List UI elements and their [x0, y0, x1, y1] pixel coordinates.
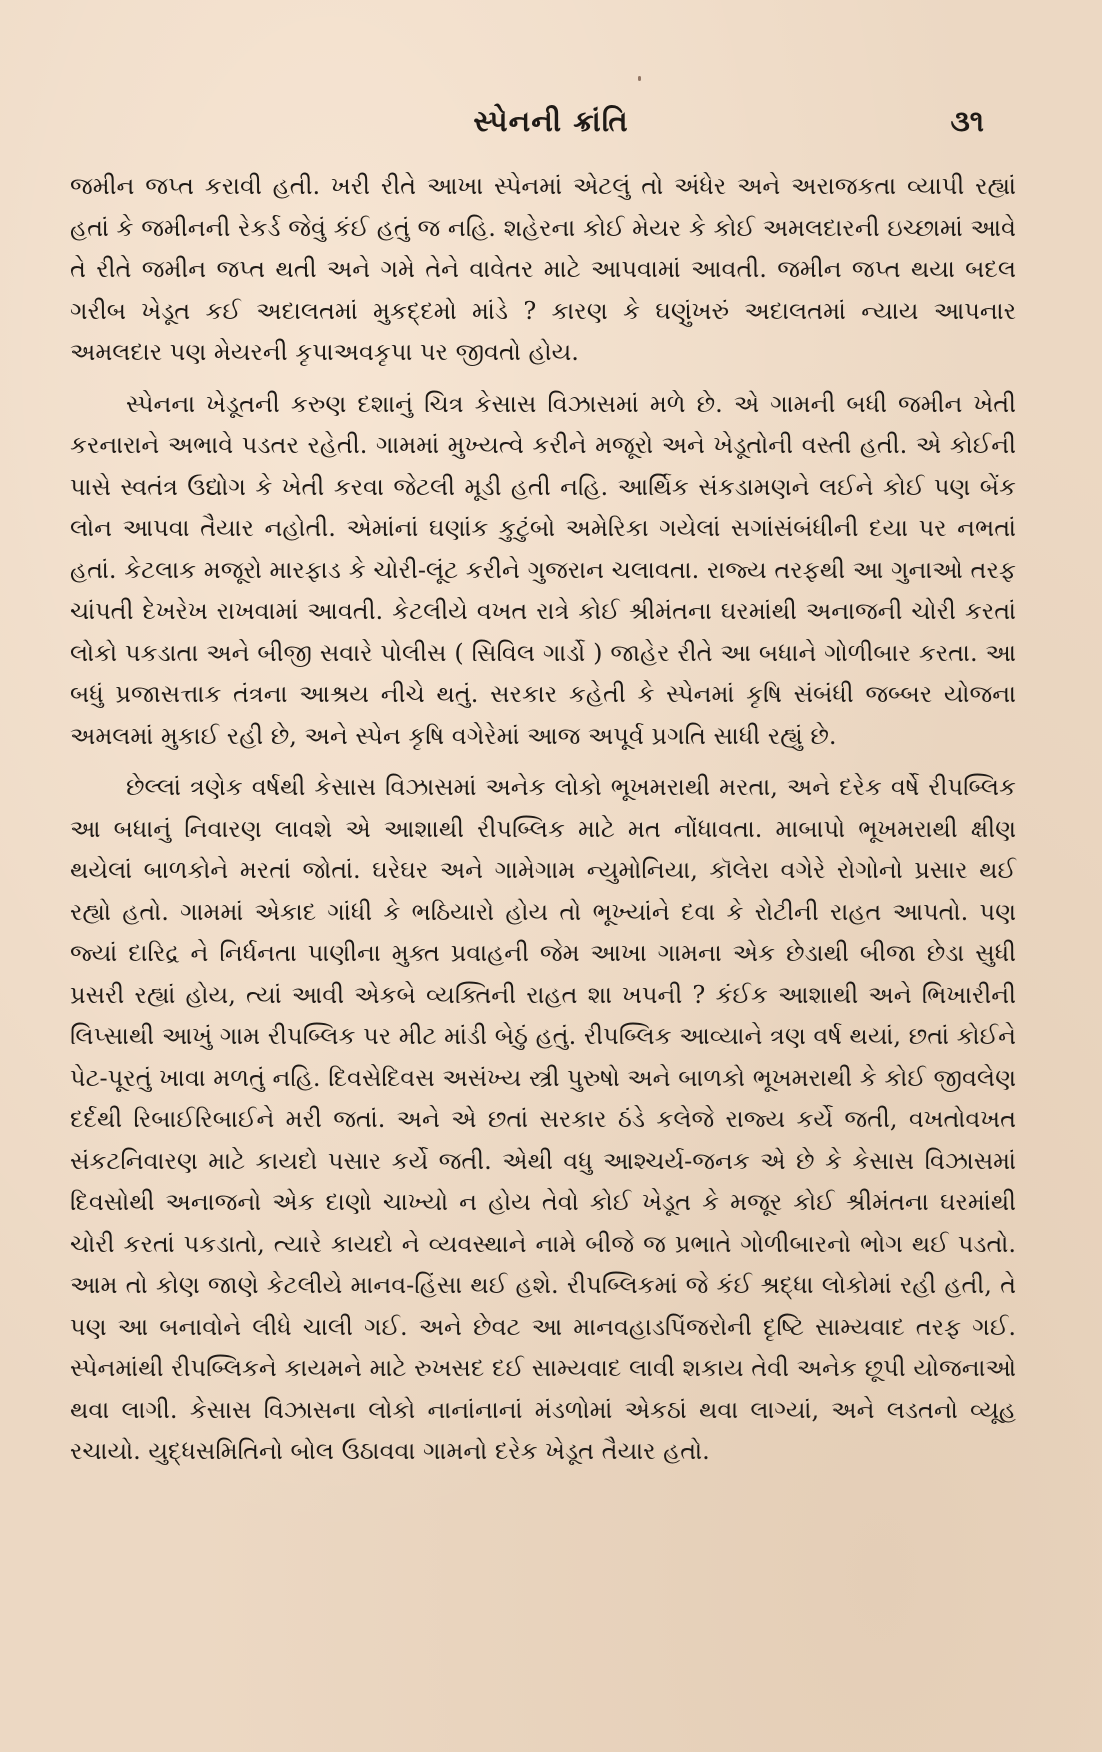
- page-header: [0, 104, 1102, 144]
- body-text: [70, 166, 1016, 1483]
- paragraph-1: જમીન જપ્ત કરાવી હતી. ખરી રીતે આખા સ્પેનમાં એટલું તો અંધેર અને અરાજકતા વ્યાપી રહ્યાં હતાં કે જમીનની રેકર્ડ જેવું કંઈ હતું જ નહિ. શહેરના કોઈ મેયર કે કોઈ અમલદારની ઇચ્છામાં આવે તે રીતે જમીન જપ્ત થતી અને ગમે તેને વાવેતર માટે આપવામાં આવતી. જમીન જપ્ત થયા બદલ ગરીબ ખેડૂત કઈ અદાલતમાં મુકદ્દમો માંડે ? કારણ કે ઘણુંખરું અદાલતમાં ન્યાય આપનાર અમલદાર પણ મેયરની કૃપાઅવકૃપા પર જીવતો હોય.: [70, 172, 1016, 366]
- page-number: ૩૧: [950, 104, 984, 138]
- paper-speck: [638, 76, 641, 81]
- paragraph-2: સ્પેનના ખેડૂતની કરુણ દશાનું ચિત્ર કેસાસ વિઝાસમાં મળે છે. એ ગામની બધી જમીન ખેતી કરનારાને અભાવે પડતર રહેતી. ગામમાં મુખ્યત્વે કરીને મજૂરો અને ખેડૂતોની વસ્તી હતી. એ કોઈની પાસે સ્વતંત્ર ઉદ્યોગ કે ખેતી કરવા જેટલી મૂડી હતી નહિ. આર્થિક સંકડામણને લઈને કોઈ પણ બેંક લોન આપવા તૈયાર નહોતી. એમાંનાં ઘણાંક કુટુંબો અમેરિકા ગયેલાં સગાંસંબંધીની દયા પર નભતાં હતાં. કેટલાક મજૂરો મારફાડ કે ચોરી-લૂંટ કરીને ગુજરાન ચલાવતા. રાજ્ય તરફથી આ ગુનાઓ તરફ ચાંપતી દેખરેખ રાખવામાં આવતી. કેટલીયે વખત રાત્રે કોઈ શ્રીમંતના ઘરમાંથી અનાજની ચોરી કરતાં લોકો પકડાતા અને બીજી સવારે પોલીસ ( સિવિલ ગાર્ડો ) જાહેર રીતે આ બધાને ગોળીબાર કરતા. આ બધું પ્રજાસત્તાક તંત્રના આશ્રય નીચે થતું. સરકાર કહેતી કે સ્પેનમાં કૃષિ સંબંધી જબ્બર યોજના અમલમાં મુકાઈ રહી છે, અને સ્પેન કૃષિ વગેરેમાં આજ અપૂર્વ પ્રગતિ સાધી રહ્યું છે.: [70, 389, 1016, 750]
- paragraph-3: છેલ્લાં ત્રણેક વર્ષથી કેસાસ વિઝાસમાં અનેક લોકો ભૂખમરાથી મરતા, અને દરેક વર્ષે રીપબ્લિક આ બધાનું નિવારણ લાવશે એ આશાથી રીપબ્લિક માટે મત નોંધાવતા. માબાપો ભૂખમરાથી ક્ષીણ થયેલાં બાળકોને મરતાં જોતાં. ઘરેઘર અને ગામેગામ ન્યુમોનિયા, કૉલેરા વગેરે રોગોનો પ્રસાર થઈ રહ્યો હતો. ગામમાં એકાદ ગાંધી કે ભઠિયારો હોય તો ભૂખ્યાંને દવા કે રોટીની રાહત આપતો. પણ જ્યાં દારિદ્ર ને નિર્ધનતા પાણીના મુક્ત પ્રવાહની જેમ આખા ગામના એક છેડાથી બીજા છેડા સુધી પ્રસરી રહ્યાં હોય, ત્યાં આવી એકબે વ્યક્તિની રાહત શા ખપની ? કંઈક આશાથી અને ભિખારીની લિપ્સાથી આખું ગામ રીપબ્લિક પર મીટ માંડી બેઠું હતું. રીપબ્લિક આવ્યાને ત્રણ વર્ષ થયાં, છતાં કોઈને પેટ-પૂરતું ખાવા મળતું નહિ. દિવસેદિવસ અસંખ્ય સ્ત્રી પુરુષો અને બાળકો ભૂખમરાથી કે કોઈ જીવલેણ દર્દથી રિબાઈરિબાઈને મરી જતાં. અને એ છતાં સરકાર ઠંડે કલેજે રાજ્ય કર્યે જતી, વખતોવખત સંકટનિવારણ માટે કાયદો પસાર કર્યે જતી. એથી વધુ આશ્ચર્ય-જનક એ છે કે કેસાસ વિઝાસમાં દિવસોથી અનાજનો એક દાણો ચાખ્યો ન હોય તેવો કોઈ ખેડૂત કે મજૂર કોઈ શ્રીમંતના ઘરમાંથી ચોરી કરતાં પકડાતો, ત્યારે કાયદો ને વ્યવસ્થાને નામે બીજે જ પ્રભાતે ગોળીબારનો ભોગ થઈ પડતો. આમ તો કોણ જાણે કેટલીયે માનવ-હિંસા થઈ હશે. રીપબ્લિકમાં જે કંઈ શ્રદ્ધા લોકોમાં રહી હતી, તે પણ આ બનાવોને લીધે ચાલી ગઈ. અને છેવટ આ માનવહાડપિંજરોની દૃષ્ટિ સામ્યવાદ તરફ ગઈ. સ્પેનમાંથી રીપબ્લિકને કાયમને માટે રુખસદ દઈ સામ્યવાદ લાવી શકાય તેવી અનેક છૂપી યોજનાઓ થવા લાગી. કેસાસ વિઝાસના લોકો નાનાંનાનાં મંડળોમાં એકઠાં થવા લાગ્યાં, અને લડતનો વ્યૂહ રચાયો. યુદ્ધસમિતિનો બોલ ઉઠાવવા ગામનો દરેક ખેડૂત તૈયાર હતો.: [70, 773, 1016, 1465]
- running-title: સ્પેનની ક્રાંતિ: [473, 104, 629, 138]
